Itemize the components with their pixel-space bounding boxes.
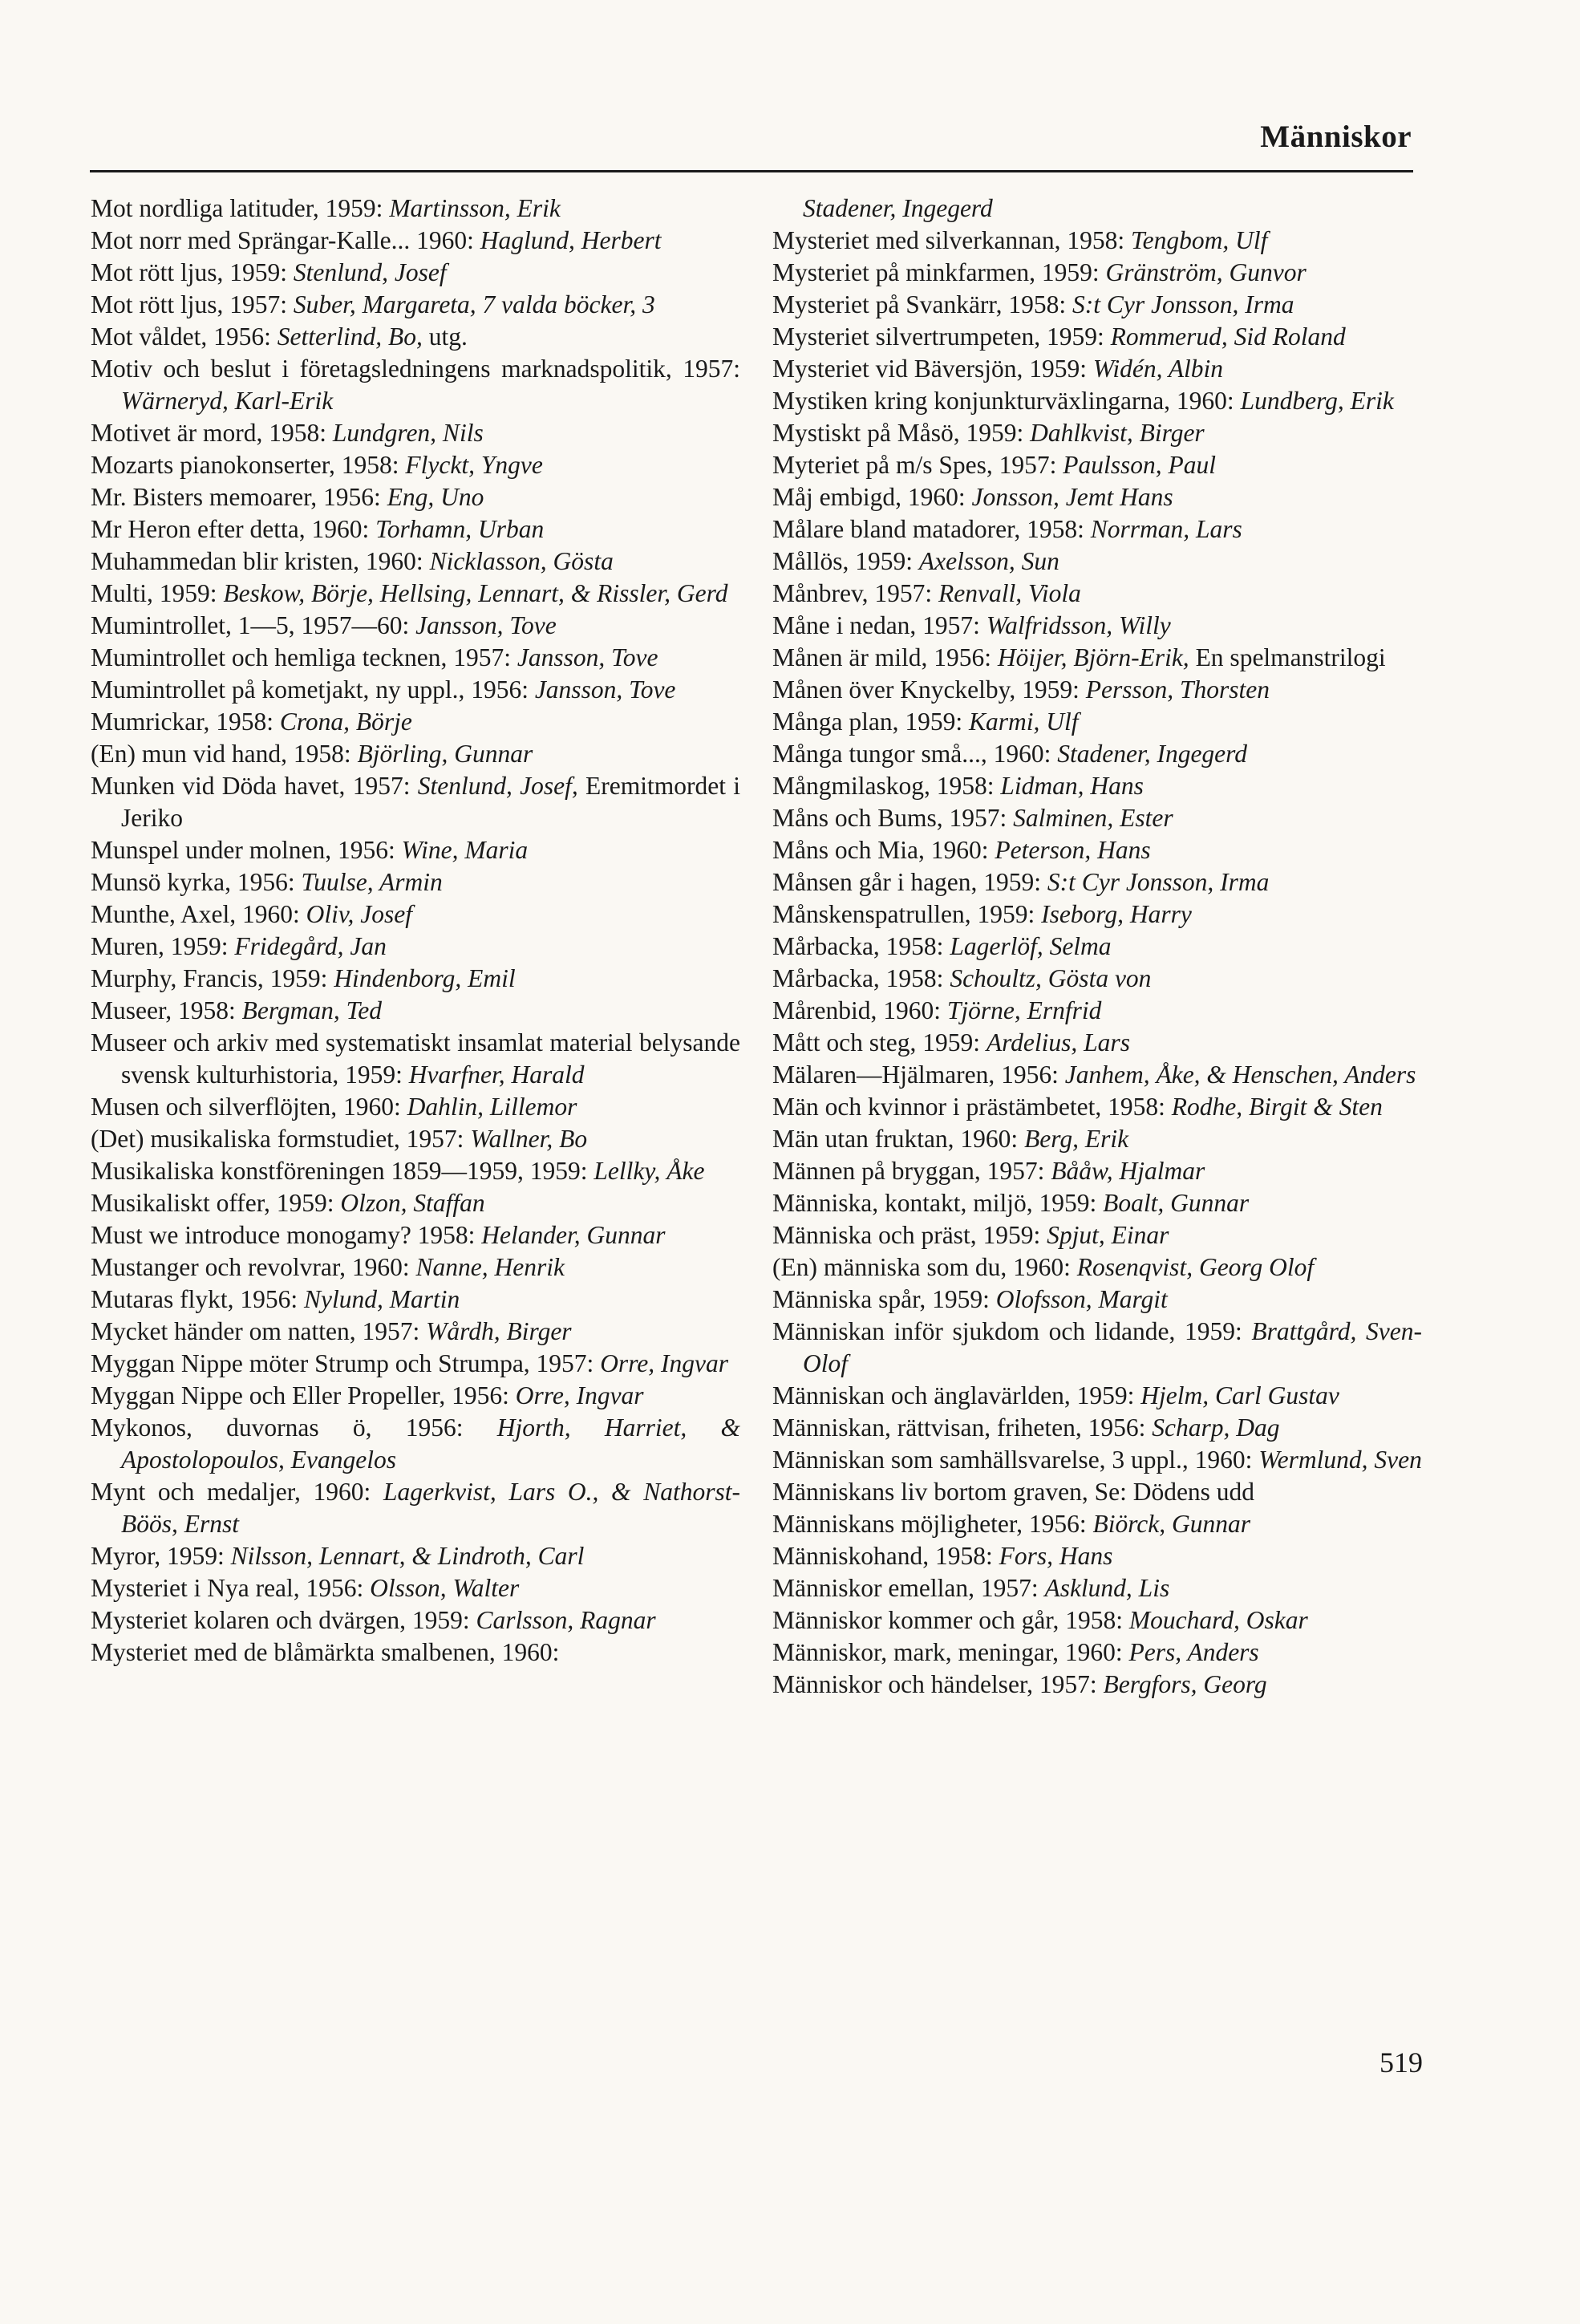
index-entry bbox=[772, 1059, 1422, 1091]
index-entry bbox=[91, 578, 740, 610]
index-entry bbox=[91, 353, 740, 417]
entry-title: Mälaren—Hjälmaren, 1956: bbox=[772, 1061, 1065, 1089]
entry-title: (Det) musikaliska formstudiet, 1957: bbox=[91, 1125, 471, 1153]
entry-author: Lagerkvist, Lars O., & Nathorst-Böös, Ernst bbox=[121, 1478, 740, 1538]
index-entry bbox=[91, 1540, 740, 1572]
index-entry bbox=[772, 1284, 1422, 1316]
entry-author: Helander, Gunnar bbox=[481, 1221, 666, 1249]
entry-title: Mållös, 1959: bbox=[772, 547, 919, 575]
entry-title: Mot våldet, 1956: bbox=[91, 322, 278, 351]
entry-title: Människohand, 1958: bbox=[772, 1542, 999, 1570]
index-entry bbox=[772, 1572, 1422, 1604]
page-number: 519 bbox=[1379, 2046, 1423, 2079]
index-entry bbox=[772, 610, 1422, 642]
entry-title: Munthe, Axel, 1960: bbox=[91, 900, 306, 928]
index-entry bbox=[772, 674, 1422, 706]
entry-title: Månsen går i hagen, 1959: bbox=[772, 868, 1047, 896]
entry-author: Lellky, Åke bbox=[594, 1157, 705, 1185]
index-entry bbox=[772, 546, 1422, 578]
entry-title: Människa, kontakt, miljö, 1959: bbox=[772, 1189, 1104, 1217]
entry-author: Boalt, Gunnar bbox=[1103, 1189, 1250, 1217]
entry-title: Människor, mark, meningar, 1960: bbox=[772, 1638, 1129, 1666]
entry-title: Mystiken kring konjunkturväxlingarna, 1960: bbox=[772, 387, 1241, 415]
entry-title: Mozarts pianokonserter, 1958: bbox=[91, 451, 406, 479]
header-rule bbox=[90, 170, 1413, 172]
entry-title: Mångmilaskog, 1958: bbox=[772, 772, 1001, 800]
index-entry bbox=[91, 546, 740, 578]
entry-title: Många tungor små..., 1960: bbox=[772, 740, 1058, 768]
index-entry bbox=[772, 1669, 1422, 1701]
index-entry bbox=[772, 1476, 1422, 1508]
index-entry bbox=[772, 1508, 1422, 1540]
index-entry bbox=[772, 1412, 1422, 1444]
index-entry bbox=[772, 642, 1422, 674]
entry-title: Män och kvinnor i prästämbetet, 1958: bbox=[772, 1093, 1172, 1121]
entry-author: Iseborg, Harry bbox=[1041, 900, 1192, 928]
index-entry bbox=[91, 257, 740, 289]
entry-title: Mysteriet kolaren och dvärgen, 1959: bbox=[91, 1606, 476, 1634]
entry-author: Bååw, Hjalmar bbox=[1051, 1157, 1205, 1185]
entry-author: S:t Cyr Jonsson, Irma bbox=[1047, 868, 1270, 896]
entry-author: Dahlkvist, Birger bbox=[1030, 419, 1205, 447]
index-entry bbox=[772, 1091, 1422, 1123]
index-entry bbox=[91, 642, 740, 674]
index-entry bbox=[91, 1572, 740, 1604]
entry-author: Tjörne, Ernfrid bbox=[946, 996, 1102, 1024]
index-entry bbox=[772, 834, 1422, 866]
entry-title: Människor kommer och går, 1958: bbox=[772, 1606, 1129, 1634]
index-entry bbox=[772, 995, 1422, 1027]
entry-title: Mysteriet i Nya real, 1956: bbox=[91, 1574, 371, 1602]
entry-title: Mumintrollet, 1—5, 1957—60: bbox=[91, 611, 416, 639]
index-entry bbox=[91, 1412, 740, 1476]
entry-author: Brattgård, Sven-Olof bbox=[803, 1317, 1422, 1377]
index-entry bbox=[91, 770, 740, 834]
entry-title: Människa spår, 1959: bbox=[772, 1285, 996, 1313]
index-entry bbox=[91, 1316, 740, 1348]
entry-author: Pers, Anders bbox=[1128, 1638, 1259, 1666]
entry-author: Scharp, Dag bbox=[1152, 1413, 1280, 1442]
entry-author: Wine, Maria bbox=[401, 836, 529, 864]
index-entry bbox=[91, 1091, 740, 1123]
entry-title: Männen på bryggan, 1957: bbox=[772, 1157, 1051, 1185]
index-entry bbox=[91, 898, 740, 931]
entry-author: Fridegård, Jan bbox=[234, 932, 387, 960]
entry-author: Ardelius, Lars bbox=[986, 1028, 1130, 1057]
entry-author: Nanne, Henrik bbox=[415, 1253, 565, 1281]
entry-title: Mårbacka, 1958: bbox=[772, 932, 950, 960]
index-entry bbox=[91, 417, 740, 449]
index-entry bbox=[91, 1219, 740, 1251]
index-entry bbox=[772, 257, 1422, 289]
index-entry bbox=[91, 193, 740, 225]
entry-title: Mysteriet vid Bäversjön, 1959: bbox=[772, 355, 1093, 383]
left-column bbox=[91, 193, 740, 1669]
entry-title: Mot norr med Sprängar-Kalle... 1960: bbox=[91, 226, 480, 254]
entry-title: Mynt och medaljer, 1960: bbox=[91, 1478, 383, 1506]
entry-title: Muren, 1959: bbox=[91, 932, 235, 960]
entry-title: Must we introduce monogamy? 1958: bbox=[91, 1221, 482, 1249]
entry-title: Mot nordliga latituder, 1959: bbox=[91, 194, 390, 222]
entry-title: Muhammedan blir kristen, 1960: bbox=[91, 547, 430, 575]
entry-title: Människan som samhällsvarelse, 3 uppl., 1960: bbox=[772, 1446, 1259, 1474]
index-entry bbox=[772, 1380, 1422, 1412]
entry-title: Mot rött ljus, 1957: bbox=[91, 290, 294, 318]
entry-title: Mysteriet silvertrumpeten, 1959: bbox=[772, 322, 1111, 351]
index-entry bbox=[91, 289, 740, 321]
index-entry bbox=[772, 802, 1422, 834]
entry-title: Månen är mild, 1956: bbox=[772, 643, 998, 671]
entry-author: Salminen, Ester bbox=[1013, 804, 1173, 832]
entry-author: Höijer, Björn-Erik, bbox=[997, 643, 1189, 671]
entry-author: Lundgren, Nils bbox=[332, 419, 484, 447]
entry-author: Stenlund, Josef bbox=[293, 258, 447, 286]
entry-title: Människan, rättvisan, friheten, 1956: bbox=[772, 1413, 1153, 1442]
entry-title: Mårbacka, 1958: bbox=[772, 964, 950, 992]
entry-author: Hjelm, Carl Gustav bbox=[1140, 1381, 1339, 1409]
entry-author: Crona, Börje bbox=[279, 708, 412, 736]
entry-author: Wallner, Bo bbox=[470, 1125, 588, 1153]
entry-author: Nylund, Martin bbox=[303, 1285, 460, 1313]
entry-author: Spjut, Einar bbox=[1047, 1221, 1169, 1249]
entry-title: (En) mun vid hand, 1958: bbox=[91, 740, 358, 768]
index-entry bbox=[91, 513, 740, 546]
entry-title: Motivet är mord, 1958: bbox=[91, 419, 333, 447]
entry-title: Män utan fruktan, 1960: bbox=[772, 1125, 1025, 1153]
entry-author: Beskow, Börje, Hellsing, Lennart, & Rissler, Gerd bbox=[223, 579, 728, 607]
entry-title: Måj embigd, 1960: bbox=[772, 483, 972, 511]
entry-title: Människor och händelser, 1957: bbox=[772, 1670, 1104, 1698]
entry-author: Olzon, Staffan bbox=[340, 1189, 485, 1217]
index-entry bbox=[772, 706, 1422, 738]
entry-author: Wärneryd, Karl-Erik bbox=[121, 387, 334, 415]
entry-author: Stadener, Ingegerd bbox=[803, 194, 993, 222]
index-entry bbox=[91, 738, 740, 770]
index-entry bbox=[772, 866, 1422, 898]
index-entry bbox=[772, 1444, 1422, 1476]
index-entry bbox=[772, 738, 1422, 770]
index-entry bbox=[91, 1187, 740, 1219]
entry-author: Rosenqvist, Georg Olof bbox=[1076, 1253, 1315, 1281]
index-entry bbox=[91, 931, 740, 963]
index-entry bbox=[91, 1123, 740, 1155]
entry-author: Lidman, Hans bbox=[1000, 772, 1144, 800]
entry-author: Rodhe, Birgit & Sten bbox=[1171, 1093, 1383, 1121]
entry-author: Stadener, Ingegerd bbox=[1057, 740, 1247, 768]
index-entry bbox=[91, 481, 740, 513]
entry-author: Eng, Uno bbox=[387, 483, 484, 511]
entry-title: Månskenspatrullen, 1959: bbox=[772, 900, 1042, 928]
entry-title: Mycket händer om natten, 1957: bbox=[91, 1317, 427, 1345]
index-entry bbox=[772, 578, 1422, 610]
entry-title: Människan och änglavärlden, 1959: bbox=[772, 1381, 1141, 1409]
entry-title: Mustanger och revolvrar, 1960: bbox=[91, 1253, 416, 1281]
index-entry bbox=[772, 1540, 1422, 1572]
entry-author: Paulsson, Paul bbox=[1063, 451, 1216, 479]
index-entry bbox=[91, 449, 740, 481]
entry-title: Motiv och beslut i företagsledningens marknadspolitik, 1957: bbox=[91, 355, 740, 383]
entry-title: Människor emellan, 1957: bbox=[772, 1574, 1045, 1602]
entry-author: Lagerlöf, Selma bbox=[950, 932, 1112, 960]
index-entry bbox=[772, 513, 1422, 546]
entry-title: Musikaliskt offer, 1959: bbox=[91, 1189, 341, 1217]
entry-title: Måns och Mia, 1960: bbox=[772, 836, 995, 864]
entry-author: S:t Cyr Jonsson, Irma bbox=[1072, 290, 1294, 318]
index-entry bbox=[772, 353, 1422, 385]
entry-author: Jansson, Tove bbox=[517, 643, 658, 671]
entry-title: Månbrev, 1957: bbox=[772, 579, 939, 607]
entry-title: Månen över Knyckelby, 1959: bbox=[772, 675, 1086, 704]
index-entry bbox=[772, 225, 1422, 257]
entry-title: Mysteriet på Svankärr, 1958: bbox=[772, 290, 1073, 318]
index-entry bbox=[91, 1380, 740, 1412]
entry-title: Mumintrollet och hemliga tecknen, 1957: bbox=[91, 643, 517, 671]
entry-author: Haglund, Herbert bbox=[480, 226, 662, 254]
entry-title: Musen och silverflöjten, 1960: bbox=[91, 1093, 407, 1121]
entry-author: Jonsson, Jemt Hans bbox=[971, 483, 1173, 511]
index-entry bbox=[772, 898, 1422, 931]
entry-author: Mouchard, Oskar bbox=[1128, 1606, 1308, 1634]
entry-author: Wermlund, Sven bbox=[1258, 1446, 1422, 1474]
entry-author: Olsson, Walter bbox=[370, 1574, 520, 1602]
entry-title: Museer, 1958: bbox=[91, 996, 242, 1024]
index-entry bbox=[772, 963, 1422, 995]
index-entry bbox=[772, 1027, 1422, 1059]
index-entry bbox=[772, 481, 1422, 513]
entry-author: Stenlund, Josef, bbox=[417, 772, 578, 800]
entry-author: Wårdh, Birger bbox=[426, 1317, 572, 1345]
running-header-title: Människor bbox=[1260, 120, 1412, 154]
index-entry bbox=[91, 1348, 740, 1380]
index-entry bbox=[772, 321, 1422, 353]
entry-author: Berg, Erik bbox=[1024, 1125, 1129, 1153]
entry-title: Mot rött ljus, 1959: bbox=[91, 258, 294, 286]
entry-author: Nicklasson, Gösta bbox=[429, 547, 614, 575]
entry-author: Dahlin, Lillemor bbox=[407, 1093, 577, 1121]
entry-title: (En) människa som du, 1960: bbox=[772, 1253, 1077, 1281]
entry-author: Olofsson, Margit bbox=[995, 1285, 1168, 1313]
index-entry bbox=[91, 1476, 740, 1540]
entry-title: Mystiskt på Måsö, 1959: bbox=[772, 419, 1031, 447]
entry-author: Nilsson, Lennart, & Lindroth, Carl bbox=[230, 1542, 585, 1570]
index-entry bbox=[772, 449, 1422, 481]
index-entry bbox=[772, 931, 1422, 963]
index-entry bbox=[91, 1251, 740, 1284]
entry-title: Mumrickar, 1958: bbox=[91, 708, 280, 736]
index-entry bbox=[91, 610, 740, 642]
index-entry bbox=[91, 1155, 740, 1187]
index-entry bbox=[772, 1187, 1422, 1219]
entry-title: Mått och steg, 1959: bbox=[772, 1028, 986, 1057]
entry-author: Karmi, Ulf bbox=[968, 708, 1079, 736]
entry-title: Mykonos, duvornas ö, 1956: bbox=[91, 1413, 497, 1442]
index-entry bbox=[772, 1155, 1422, 1187]
index-entry bbox=[772, 417, 1422, 449]
index-entry bbox=[772, 289, 1422, 321]
entry-title: Mr. Bisters memoarer, 1956: bbox=[91, 483, 387, 511]
entry-author: Renvall, Viola bbox=[938, 579, 1081, 607]
index-entry bbox=[91, 1637, 740, 1669]
entry-author: Jansson, Tove bbox=[534, 675, 676, 704]
entry-author: Setterlind, Bo, bbox=[277, 322, 423, 351]
entry-author: Suber, Margareta, 7 valda böcker, 3 bbox=[293, 290, 655, 318]
entry-title: Myggan Nippe möter Strump och Strumpa, 1957: bbox=[91, 1349, 601, 1377]
entry-author: Orre, Ingvar bbox=[515, 1381, 644, 1409]
entry-title: Måne i nedan, 1957: bbox=[772, 611, 986, 639]
entry-author: Widén, Albin bbox=[1092, 355, 1223, 383]
entry-author: Persson, Thorsten bbox=[1085, 675, 1270, 704]
index-entry bbox=[91, 995, 740, 1027]
index-entry bbox=[91, 674, 740, 706]
entry-title: Människans liv bortom graven, Se: Dödens udd bbox=[772, 1478, 1255, 1506]
entry-author: Rommerud, Sid Roland bbox=[1110, 322, 1346, 351]
entry-author: Torhamn, Urban bbox=[375, 515, 545, 543]
index-entry bbox=[772, 1604, 1422, 1637]
entry-author: Bergfors, Georg bbox=[1103, 1670, 1267, 1698]
entry-author: Norrman, Lars bbox=[1090, 515, 1242, 543]
index-entry bbox=[772, 1637, 1422, 1669]
index-entry bbox=[772, 1123, 1422, 1155]
entry-author: Schoultz, Gösta von bbox=[950, 964, 1152, 992]
entry-title: Munspel under molnen, 1956: bbox=[91, 836, 402, 864]
entry-author: Peterson, Hans bbox=[995, 836, 1151, 864]
entry-author: Tengbom, Ulf bbox=[1131, 226, 1268, 254]
entry-title: Myror, 1959: bbox=[91, 1542, 231, 1570]
index-entry bbox=[91, 321, 740, 353]
entry-author: Oliv, Josef bbox=[306, 900, 412, 928]
entry-title: Munsö kyrka, 1956: bbox=[91, 868, 302, 896]
entry-title: Myggan Nippe och Eller Propeller, 1956: bbox=[91, 1381, 516, 1409]
entry-title: Multi, 1959: bbox=[91, 579, 224, 607]
index-entry bbox=[91, 834, 740, 866]
entry-author: Orre, Ingvar bbox=[600, 1349, 728, 1377]
index-entry bbox=[772, 770, 1422, 802]
entry-title: Människans möjligheter, 1956: bbox=[772, 1510, 1093, 1538]
entry-author: Flyckt, Yngve bbox=[405, 451, 543, 479]
entry-title: Människa och präst, 1959: bbox=[772, 1221, 1047, 1249]
entry-author: Hindenborg, Emil bbox=[334, 964, 516, 992]
entry-author: Gränström, Gunvor bbox=[1105, 258, 1307, 286]
entry-author: Hjorth, Harriet, & Apostolopoulos, Evangelos bbox=[121, 1413, 741, 1474]
entry-author: Bergman, Ted bbox=[241, 996, 383, 1024]
index-entry bbox=[772, 1251, 1422, 1284]
entry-title: Musikaliska konstföreningen 1859—1959, 1959: bbox=[91, 1157, 594, 1185]
entry-title: Museer och arkiv med systematiskt insamlat material belysande svensk kulturhistoria, 1959: bbox=[91, 1028, 740, 1089]
entry-title: Murphy, Francis, 1959: bbox=[91, 964, 334, 992]
entry-author: Fors, Hans bbox=[999, 1542, 1113, 1570]
index-entry bbox=[91, 1604, 740, 1637]
index-entry bbox=[772, 385, 1422, 417]
entry-title: Måns och Bums, 1957: bbox=[772, 804, 1014, 832]
index-entry bbox=[772, 1316, 1422, 1380]
right-column bbox=[772, 193, 1422, 1701]
index-entry bbox=[91, 963, 740, 995]
index-entry bbox=[91, 706, 740, 738]
entry-title: Mysteriet med silverkannan, 1958: bbox=[772, 226, 1132, 254]
entry-title: Mysteriet på minkfarmen, 1959: bbox=[772, 258, 1106, 286]
entry-author: Axelsson, Sun bbox=[918, 547, 1059, 575]
index-entry bbox=[91, 866, 740, 898]
entry-suffix: utg. bbox=[422, 322, 468, 351]
entry-author: Janhem, Åke, & Henschen, Anders bbox=[1064, 1061, 1416, 1089]
index-entry bbox=[91, 225, 740, 257]
entry-title: Munken vid Döda havet, 1957: bbox=[91, 772, 418, 800]
entry-title: Mysteriet med de blåmärkta smalbenen, 1960: bbox=[91, 1638, 560, 1666]
entry-author: Lundberg, Erik bbox=[1240, 387, 1394, 415]
entry-title: Mutaras flykt, 1956: bbox=[91, 1285, 304, 1313]
entry-title: Mr Heron efter detta, 1960: bbox=[91, 515, 376, 543]
index-entry bbox=[772, 1219, 1422, 1251]
entry-author: Carlsson, Ragnar bbox=[476, 1606, 656, 1634]
entry-author: Hvarfner, Harald bbox=[408, 1061, 585, 1089]
index-entry bbox=[91, 1284, 740, 1316]
entry-author: Walfridsson, Willy bbox=[986, 611, 1171, 639]
entry-author: Jansson, Tove bbox=[415, 611, 557, 639]
entry-author: Tuulse, Armin bbox=[301, 868, 443, 896]
entry-title: Många plan, 1959: bbox=[772, 708, 969, 736]
entry-title: Myteriet på m/s Spes, 1957: bbox=[772, 451, 1063, 479]
entry-author: Biörck, Gunnar bbox=[1092, 1510, 1251, 1538]
entry-title: Målare bland matadorer, 1958: bbox=[772, 515, 1091, 543]
entry-author: Martinsson, Erik bbox=[389, 194, 561, 222]
index-entry bbox=[772, 193, 1422, 225]
entry-title: Mumintrollet på kometjakt, ny uppl., 1956: bbox=[91, 675, 535, 704]
entry-author: Björling, Gunnar bbox=[357, 740, 533, 768]
index-entry bbox=[91, 1027, 740, 1091]
entry-suffix: En spelmanstrilogi bbox=[1189, 643, 1386, 671]
entry-author: Asklund, Lis bbox=[1044, 1574, 1170, 1602]
entry-suffix: Eremitmordet i Jeriko bbox=[121, 772, 740, 832]
entry-title: Människan inför sjukdom och lidande, 1959: bbox=[772, 1317, 1252, 1345]
entry-title: Mårenbid, 1960: bbox=[772, 996, 947, 1024]
